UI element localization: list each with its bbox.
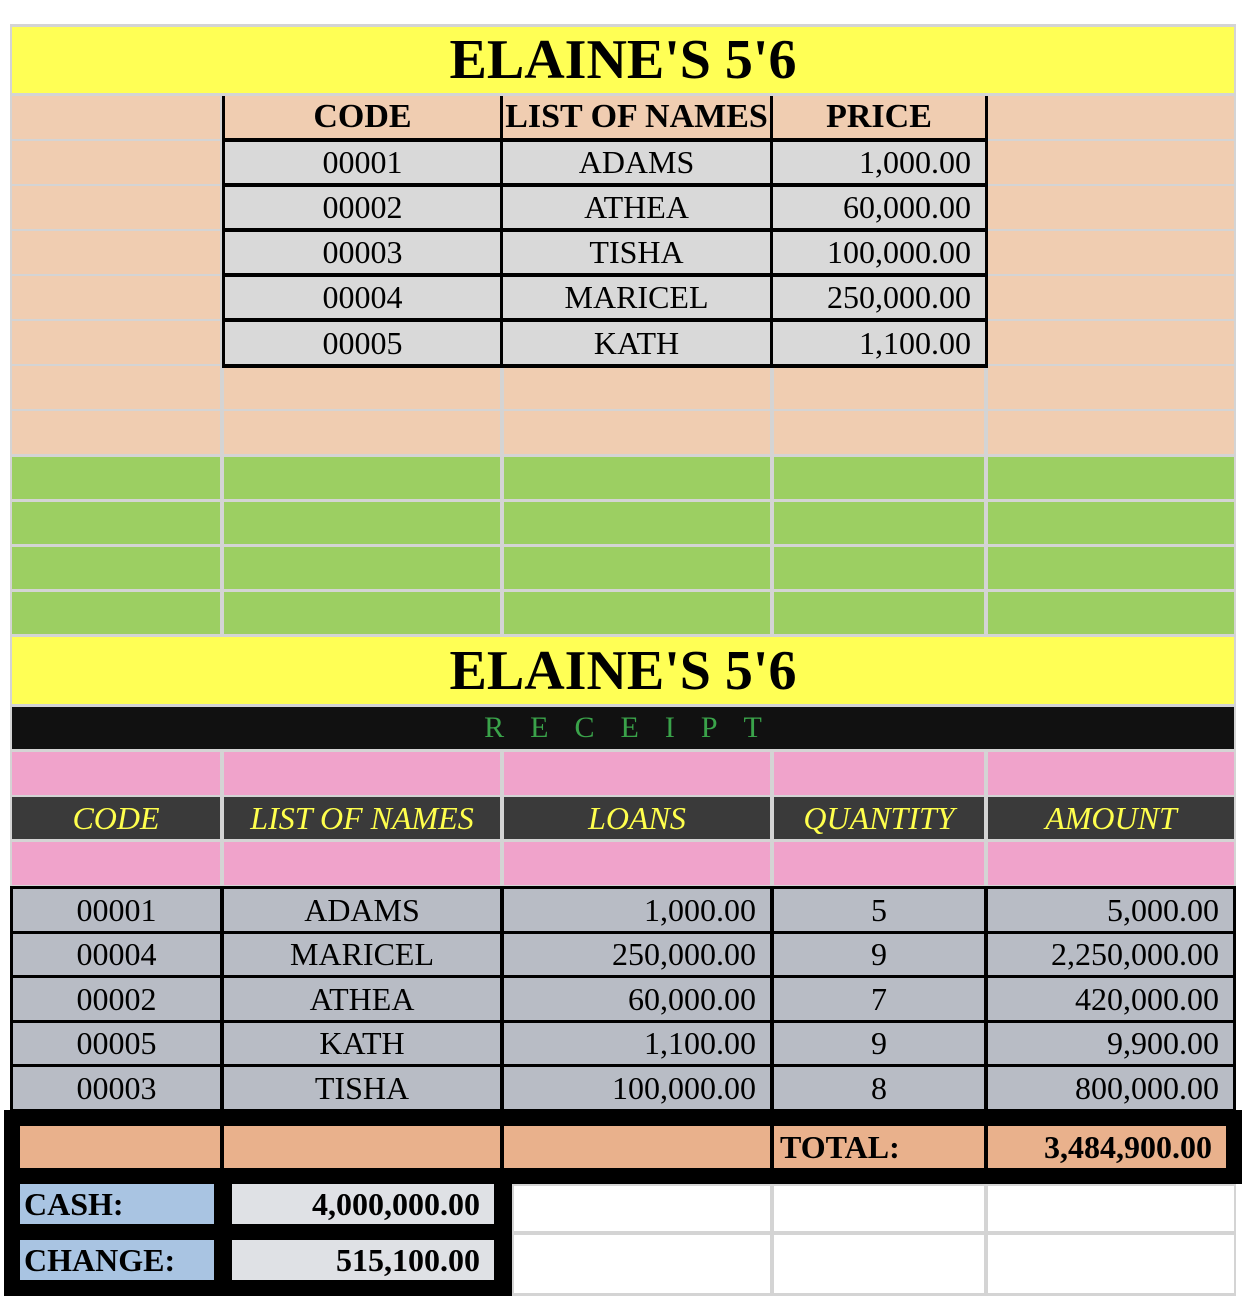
price-value: 100,000.00 (827, 234, 971, 270)
receipt-amount: 2,250,000.00 (1051, 936, 1219, 972)
price-code: 00005 (322, 324, 403, 361)
price-value: 1,000.00 (859, 144, 971, 180)
receipt-amount: 9,900.00 (1107, 1025, 1219, 1061)
cash-value: 4,000,000.00 (232, 1184, 494, 1224)
receipt-qty: 7 (871, 980, 887, 1017)
cash-label: CASH: (20, 1184, 214, 1224)
receipt-code: 00005 (76, 1025, 157, 1061)
store-title-bottom: ELAINE'S 5'6 (449, 639, 797, 702)
receipt-code: 00003 (76, 1069, 157, 1106)
receipt-name: TISHA (314, 1069, 410, 1106)
receipt-label: RECEIPT (484, 711, 788, 744)
price-name: ADAMS (578, 144, 695, 180)
receipt-loan: 1,000.00 (644, 891, 756, 928)
receipt-qty: 9 (871, 936, 887, 972)
receipt-header-code: CODE (12, 797, 220, 839)
receipt-code: 00002 (76, 980, 157, 1017)
total-value: 3,484,900.00 (988, 1126, 1226, 1168)
price-name: KATH (593, 324, 680, 361)
price-code: 00002 (322, 189, 403, 225)
receipt-header-loans: LOANS (504, 797, 770, 839)
change-label: CHANGE: (20, 1240, 214, 1280)
receipt-loan: 100,000.00 (612, 1069, 756, 1106)
receipt-header-names: LIST OF NAMES (224, 797, 500, 839)
receipt-loan: 250,000.00 (612, 936, 756, 972)
receipt-amount: 800,000.00 (1075, 1069, 1219, 1106)
receipt-loan: 1,100.00 (644, 1025, 756, 1061)
price-name: MARICEL (564, 279, 709, 315)
price-header-names: LIST OF NAMES (503, 96, 770, 138)
receipt-header-amount: AMOUNT (988, 797, 1234, 839)
receipt-loan: 60,000.00 (628, 980, 756, 1017)
receipt-code: 00004 (76, 936, 157, 972)
price-value: 250,000.00 (827, 279, 971, 315)
receipt-qty: 5 (871, 891, 887, 928)
receipt-code: 00001 (76, 891, 157, 928)
receipt-header-quantity: QUANTITY (774, 797, 984, 839)
receipt-name: MARICEL (290, 936, 434, 972)
receipt-amount: 420,000.00 (1075, 980, 1219, 1017)
receipt-name: KATH (319, 1025, 405, 1061)
total-label: TOTAL: (774, 1126, 984, 1168)
receipt-name: ATHEA (309, 980, 415, 1017)
store-title-top: ELAINE'S 5'6 (449, 29, 797, 91)
receipt-qty: 9 (871, 1025, 887, 1061)
price-code: 00001 (322, 144, 403, 180)
change-value: 515,100.00 (232, 1240, 494, 1280)
receipt-name: ADAMS (304, 891, 420, 928)
price-value: 60,000.00 (843, 189, 971, 225)
price-code: 00004 (322, 279, 403, 315)
receipt-bar (12, 707, 1234, 749)
title-banner-bottom (12, 637, 1234, 704)
price-code: 00003 (322, 234, 403, 270)
title-banner-top (12, 27, 1234, 93)
price-name: ATHEA (584, 189, 689, 225)
price-header-price: PRICE (773, 96, 985, 138)
receipt-qty: 8 (871, 1069, 887, 1106)
price-header-code: CODE (225, 96, 500, 138)
price-name: TISHA (589, 234, 684, 270)
price-value: 1,100.00 (859, 324, 971, 361)
receipt-amount: 5,000.00 (1107, 891, 1219, 928)
